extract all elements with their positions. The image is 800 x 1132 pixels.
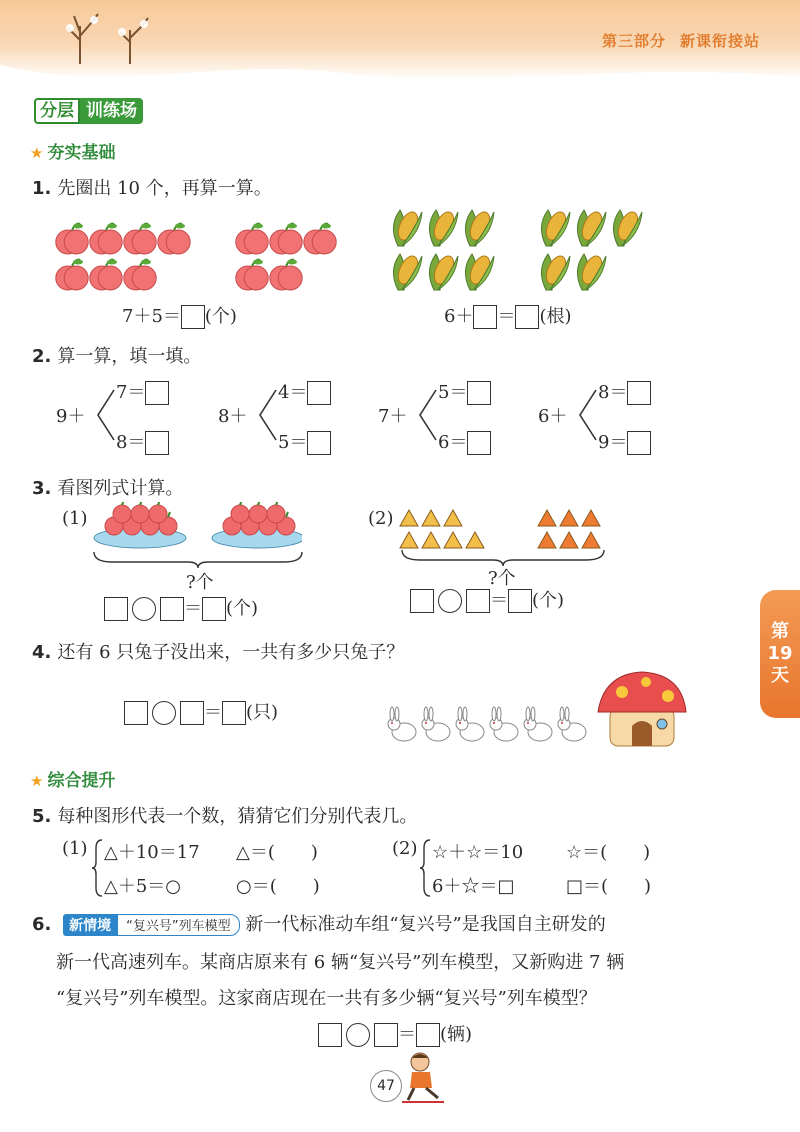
q2-top: [598, 378, 651, 405]
q2-group: [218, 374, 368, 454]
answer-box[interactable]: [467, 431, 491, 455]
q2-top: [438, 378, 491, 405]
q2-top-label: 5＝: [438, 382, 468, 403]
brace: [92, 550, 304, 570]
apple-icon: [56, 224, 88, 255]
q2-number: 2.: [32, 346, 52, 367]
answer-box[interactable]: [318, 1023, 342, 1047]
apple-icon: [231, 502, 249, 523]
apple-icon: [236, 224, 268, 255]
rabbits-mushroom-illustration: [384, 668, 704, 750]
triangle-icon: [560, 532, 578, 548]
q1-stem: [32, 174, 272, 200]
q3-eq1: [104, 594, 258, 621]
new-context-topic: “复兴号”列车模型: [117, 914, 239, 936]
q1-eq-left: [122, 302, 237, 329]
apples-illustration: [54, 222, 344, 302]
triangle-icon: [538, 532, 556, 548]
subheading-basics: [30, 138, 115, 163]
answer-box[interactable]: [145, 381, 169, 405]
corn-icon: [541, 253, 570, 290]
q3-part1-label: (1): [62, 508, 88, 529]
triangle-icon: [422, 532, 440, 548]
mushroom-house-icon: [598, 672, 686, 746]
answer-box[interactable]: [160, 597, 184, 621]
q3-text: 看图列式计算。: [57, 478, 184, 499]
q6-unit: (辆): [440, 1024, 473, 1045]
apple-icon: [236, 260, 268, 291]
apple-icon: [56, 260, 88, 291]
apple-icon: [90, 260, 122, 291]
q2-top-label: 7＝: [116, 382, 146, 403]
apple-icon: [124, 260, 156, 291]
equals-sign: ＝: [490, 590, 508, 611]
triangle-icon: [444, 510, 462, 526]
q4-stem: [32, 638, 404, 664]
q4-unit: (只): [246, 702, 279, 723]
q6-line2: 新一代高速列车。某商店原来有 6 辆“复兴号”列车模型，又新购进 7 辆: [56, 952, 625, 973]
subheading-basics-label: 夯实基础: [47, 143, 116, 163]
corn-illustration: [388, 206, 658, 298]
answer-operator[interactable]: [152, 701, 176, 725]
q2-stem: [32, 342, 201, 368]
triangle-icon: [560, 510, 578, 526]
q5-p2-answer2[interactable]: □＝( ): [566, 876, 652, 897]
corn-icon: [465, 253, 494, 290]
q2-base: 8＋: [218, 406, 248, 427]
apple-icon: [124, 224, 156, 255]
q1-eq-right: [444, 302, 572, 329]
apple-plates-illustration: [92, 502, 302, 554]
q2-groups: [56, 374, 696, 454]
new-context-tag: [63, 914, 239, 936]
day-tab-line1: 第: [771, 621, 789, 642]
answer-box[interactable]: [466, 589, 490, 613]
q2-bottom-label: 9＝: [598, 432, 628, 453]
answer-box[interactable]: [181, 305, 205, 329]
answer-box[interactable]: [145, 431, 169, 455]
q3-part2-label: (2): [368, 508, 394, 529]
header-part: 第三部分: [601, 32, 666, 50]
q2-base: 6＋: [538, 406, 568, 427]
new-context-label: 新情境: [63, 914, 117, 936]
corn-icon: [393, 253, 422, 290]
corn-icon: [613, 209, 642, 246]
q2-base: 9＋: [56, 406, 86, 427]
triangle-icon: [466, 532, 484, 548]
q1-eq-left-unit: (个): [204, 306, 237, 327]
split-bracket: [416, 388, 440, 442]
equals-sign: ＝: [184, 598, 202, 619]
q1-eq-left-pre: 7＋5＝: [122, 306, 181, 327]
q5-p1-answer1[interactable]: △＝( ): [236, 842, 318, 863]
triangle-icon: [400, 532, 418, 548]
q5-text: 每种图形代表一个数，猜猜它们分别代表几。: [57, 806, 418, 827]
system-brace: [420, 838, 432, 898]
answer-box[interactable]: [515, 305, 539, 329]
subheading-advance-label: 综合提升: [47, 771, 116, 791]
answer-box[interactable]: [508, 589, 532, 613]
rabbit-icon: [422, 707, 450, 741]
q5-stem: [32, 802, 417, 828]
q3-unit: (个): [226, 598, 259, 619]
q4-eq: [124, 698, 278, 725]
answer-box[interactable]: [104, 597, 128, 621]
q3-stem: [32, 474, 183, 500]
rabbit-icon: [524, 707, 552, 741]
rabbit-icon: [490, 707, 518, 741]
split-bracket: [576, 388, 600, 442]
triangle-icon: [538, 510, 556, 526]
q2-bottom: [598, 428, 651, 455]
q4-text: 还有 6 只兔子没出来，一共有多少只兔子？: [57, 642, 405, 663]
section-tag-b: 训练场: [80, 98, 143, 124]
header-subtitle: 新课衔接站: [679, 32, 760, 50]
q5-p2-line2: 6＋☆＝□: [432, 876, 515, 897]
q5-p1-line2: △＋5＝○: [104, 876, 182, 897]
q2-bottom-label: 8＝: [116, 432, 146, 453]
q5-part1-label: (1): [62, 838, 88, 859]
q2-bottom: [278, 428, 331, 455]
answer-box[interactable]: [307, 381, 331, 405]
q5-number: 5.: [32, 806, 52, 827]
corn-icon: [393, 209, 422, 246]
subheading-advance: [30, 766, 115, 791]
skater-boy-illustration: [398, 1050, 450, 1106]
triangle-icon: [582, 510, 600, 526]
answer-box[interactable]: [202, 597, 226, 621]
corn-icon: [577, 209, 606, 246]
answer-box[interactable]: [124, 701, 148, 725]
answer-box[interactable]: [410, 589, 434, 613]
q6-line3: “复兴号”列车模型。这家商店现在一共有多少辆“复兴号”列车模型？: [56, 988, 597, 1009]
section-tag-a: 分层: [34, 98, 80, 124]
triangle-icon: [400, 510, 418, 526]
tree-illustration: [50, 6, 160, 66]
q5-p2-answer1[interactable]: ☆＝( ): [566, 842, 651, 863]
q2-top: [116, 378, 169, 405]
answer-operator[interactable]: [438, 589, 462, 613]
apple-icon: [113, 502, 131, 523]
q2-bottom-label: 6＝: [438, 432, 468, 453]
answer-box[interactable]: [467, 381, 491, 405]
q2-top-label: 8＝: [598, 382, 628, 403]
apple-icon: [304, 224, 336, 255]
q3-eq2: [410, 586, 564, 613]
q2-bottom-label: 5＝: [278, 432, 308, 453]
q2-top: [278, 378, 331, 405]
q2-top-label: 4＝: [278, 382, 308, 403]
q3-question: ?个: [186, 572, 214, 593]
triangle-icon: [582, 532, 600, 548]
corn-icon: [429, 209, 458, 246]
day-tab-line2: 19: [767, 643, 793, 664]
q5-p1-answer2[interactable]: ○＝( ): [236, 876, 320, 897]
split-bracket: [94, 388, 118, 442]
q1-text: 先圈出 10 个，再算一算。: [57, 178, 272, 199]
day-tab: [760, 590, 800, 718]
answer-box[interactable]: [307, 431, 331, 455]
split-bracket: [256, 388, 280, 442]
apple-icon: [270, 260, 302, 291]
triangles-illustration: [398, 506, 608, 550]
triangle-icon: [444, 532, 462, 548]
q2-group: [56, 374, 206, 454]
answer-box[interactable]: [627, 431, 651, 455]
q4-number: 4.: [32, 642, 52, 663]
q3-number: 3.: [32, 478, 52, 499]
triangle-icon: [422, 510, 440, 526]
q5-p2-line1: ☆＋☆＝10: [432, 842, 524, 863]
rabbit-icon: [558, 707, 586, 741]
q1-number: 1.: [32, 178, 52, 199]
q1-eq-right-mid: ＝: [497, 306, 516, 327]
q3-unit: (个): [532, 590, 565, 611]
q6-line1: 新一代标准动车组“复兴号”是我国自主研发的: [245, 914, 606, 935]
q2-base: 7＋: [378, 406, 408, 427]
corn-icon: [541, 209, 570, 246]
q1-eq-right-pre: 6＋: [444, 306, 474, 327]
corn-icon: [465, 209, 494, 246]
q2-bottom: [438, 428, 491, 455]
answer-box[interactable]: [627, 381, 651, 405]
q1-eq-right-unit: (根): [539, 306, 572, 327]
corn-icon: [429, 253, 458, 290]
equals-sign: ＝: [398, 1024, 416, 1045]
answer-operator[interactable]: [346, 1023, 370, 1047]
q2-text: 算一算，填一填。: [57, 346, 202, 367]
q2-group: [378, 374, 528, 454]
q6-number: 6.: [32, 914, 52, 935]
corn-icon: [577, 253, 606, 290]
rabbit-icon: [456, 707, 484, 741]
answer-box[interactable]: [416, 1023, 440, 1047]
q6-eq: [318, 1020, 472, 1047]
star-icon: ★: [30, 144, 44, 162]
header-title: [588, 30, 760, 51]
answer-box[interactable]: [222, 701, 246, 725]
star-icon: ★: [30, 772, 44, 790]
apple-icon: [90, 224, 122, 255]
apple-icon: [270, 224, 302, 255]
q2-bottom: [116, 428, 169, 455]
rabbit-icon: [388, 707, 416, 741]
page-number: 47: [370, 1070, 402, 1102]
answer-operator[interactable]: [132, 597, 156, 621]
q3-question: ?个: [488, 568, 516, 589]
system-brace: [92, 838, 104, 898]
apple-icon: [149, 502, 167, 523]
section-tag: [34, 98, 143, 124]
equals-sign: ＝: [204, 702, 222, 723]
q6-stem: [32, 910, 772, 936]
apple-icon: [158, 224, 190, 255]
apple-icon: [249, 502, 267, 523]
q2-group: [538, 374, 688, 454]
apple-icon: [267, 502, 285, 523]
q5-part2-label: (2): [392, 838, 418, 859]
answer-box[interactable]: [473, 305, 497, 329]
answer-box[interactable]: [374, 1023, 398, 1047]
day-tab-line3: 天: [771, 665, 789, 686]
apple-icon: [131, 502, 149, 523]
q5-p1-line1: △＋10＝17: [104, 842, 200, 863]
answer-box[interactable]: [180, 701, 204, 725]
